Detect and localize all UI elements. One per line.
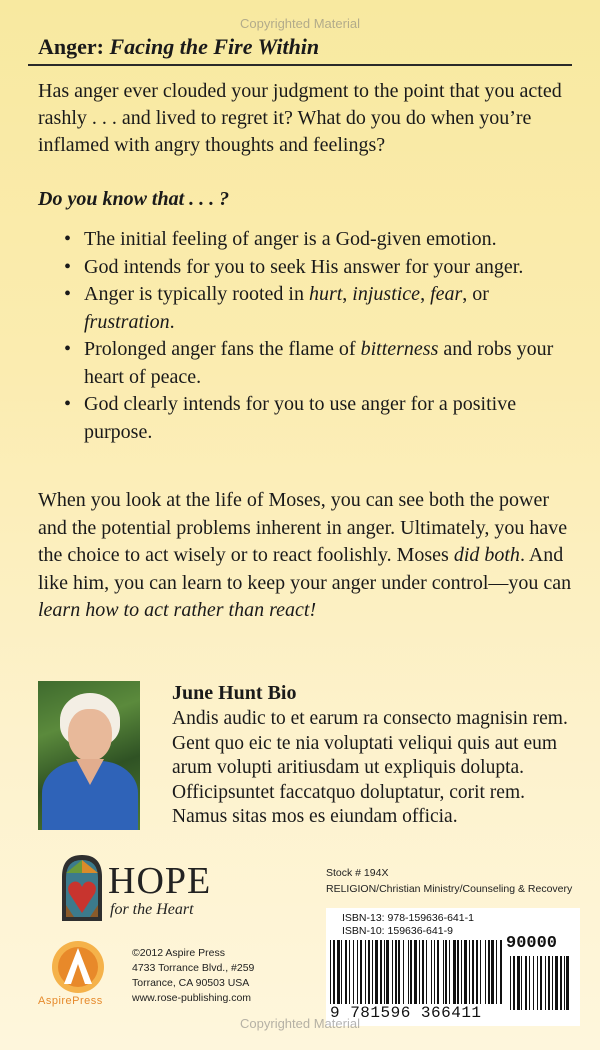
bullet-item: • Prolonged anger fans the flame of bitterness and robs your heart of peace. <box>60 336 560 391</box>
isbn-13: ISBN-13: 978-159636-641-1 <box>342 912 474 924</box>
bio-text: Andis audic to et earum ra consecto magnisin rem. Gent quo eic te nia voluptati veliqui quis aut eum arum volupti aritiusdam ut expliquis dolupta. Officipsuntet faccatquo doluptatur, corit rem. Namus sitas mos es eiundam officia. <box>172 708 568 827</box>
title-main: Anger: <box>38 34 104 59</box>
publisher-address: ©2012 Aspire Press 4733 Torrance Blvd., #259 Torrance, CA 90503 USA www.rose-publishing.com <box>132 947 255 1004</box>
stock-category: RELIGION/Christian Ministry/Counseling & Recovery <box>326 883 573 895</box>
bullet-item: • God clearly intends for you to use anger for a positive purpose. <box>60 391 560 446</box>
stock-number: Stock # 194X <box>326 867 389 879</box>
stock-info <box>326 865 572 897</box>
bullet-item: • The initial feeling of anger is a God-given emotion. <box>60 226 560 254</box>
watermark-bottom: Copyrighted Material <box>240 1016 360 1031</box>
isbn-10: ISBN-10: 159636-641-9 <box>342 925 453 937</box>
do-you-know-heading: Do you know that . . . ? <box>38 188 230 210</box>
aspire-press-logo <box>38 940 130 1010</box>
bullet-item: • Anger is typically rooted in hurt, injustice, fear, or frustration. <box>60 281 560 336</box>
price-barcode <box>510 956 572 1010</box>
page-title <box>28 34 572 66</box>
hope-for-the-heart-logo <box>60 853 230 923</box>
stained-glass-heart-icon <box>60 853 104 923</box>
intro-paragraph: Has anger ever clouded your judgment to the point that you acted rashly . . . and lived to regret it? What do you do when you’re inflamed with angry thoughts and feelings? <box>38 80 562 156</box>
hope-logo-word: HOPE <box>108 860 212 902</box>
bullet-item: • God intends for you to seek His answer for your anger. <box>60 254 560 282</box>
bullet-list <box>60 226 560 446</box>
price-code: 90000 <box>506 934 558 953</box>
watermark-top: Copyrighted Material <box>240 16 360 31</box>
moses-paragraph: When you look at the life of Moses, you can see both the power and the potential problems inherent in anger. Ultimately, you have the choice to act wisely or to react foolishly. Moses did both. And like him, you can learn to keep your anger under control—you can learn how to act rather than react! <box>38 489 572 621</box>
aspire-a-icon <box>50 940 106 994</box>
aspire-press-wordmark: AspirePress <box>38 995 103 1007</box>
ean-barcode <box>330 940 504 1004</box>
title-subtitle: Facing the Fire Within <box>109 34 320 59</box>
ean-digits: 9 781596 366411 <box>330 1004 482 1022</box>
bio-title: June Hunt Bio <box>172 682 297 704</box>
barcode-panel <box>326 908 580 1026</box>
hope-logo-subtitle: for the Heart <box>110 901 194 918</box>
author-photo <box>38 681 140 830</box>
